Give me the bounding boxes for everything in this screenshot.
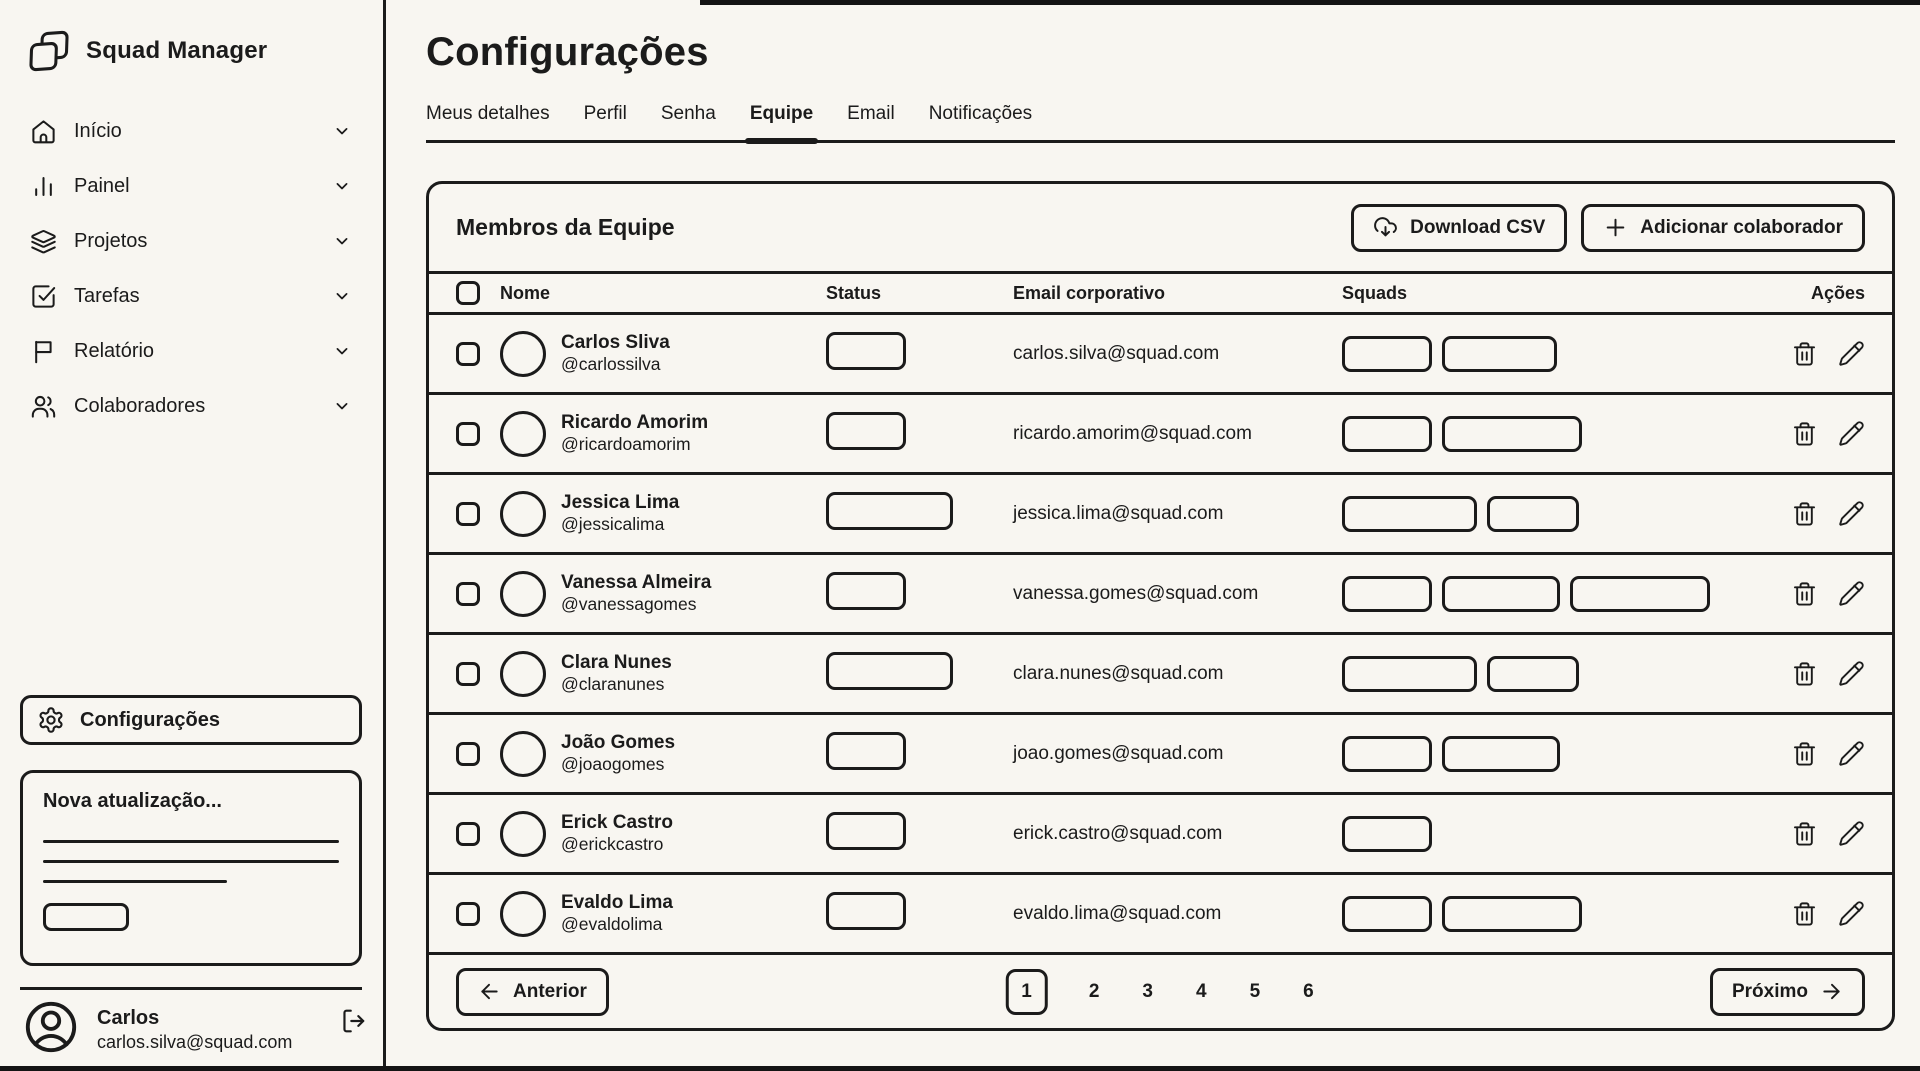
member-name: Ricardo Amorim xyxy=(561,411,709,433)
member-handle: @jessicalima xyxy=(561,514,665,535)
avatar xyxy=(500,411,546,457)
squad-tag xyxy=(1342,336,1432,372)
user-name: Carlos xyxy=(97,1007,160,1029)
users-icon xyxy=(30,393,57,420)
status-pill xyxy=(826,492,953,530)
tab[interactable] xyxy=(750,103,813,140)
tab[interactable] xyxy=(661,103,716,140)
table-row xyxy=(429,555,1892,635)
page-number[interactable]: 2 xyxy=(1088,980,1100,1002)
app-name: Squad Manager xyxy=(86,37,268,64)
logout-icon[interactable] xyxy=(341,1008,367,1056)
member-handle: @vanessagomes xyxy=(561,594,697,615)
column-header-actions: Ações xyxy=(1810,282,1865,303)
member-email: jessica.lima@squad.com xyxy=(1013,502,1224,524)
flag-icon xyxy=(30,338,57,365)
tab-label: Email xyxy=(847,103,895,124)
edit-icon[interactable] xyxy=(1838,660,1865,687)
squad-tags xyxy=(1342,656,1755,692)
logo-icon xyxy=(26,28,72,74)
squad-tags xyxy=(1342,576,1755,612)
edit-icon[interactable] xyxy=(1838,500,1865,527)
sidebar-nav-item[interactable] xyxy=(20,220,362,262)
table-row xyxy=(429,635,1892,715)
squad-tags xyxy=(1342,416,1755,452)
page-number[interactable]: 4 xyxy=(1196,980,1207,1002)
nav-item-label: Colaboradores xyxy=(74,394,206,417)
add-member-button[interactable]: Adicionar colaborador xyxy=(1581,204,1865,252)
arrow-right-icon xyxy=(1820,980,1843,1003)
member-name: Carlos Sliva xyxy=(561,331,670,353)
sidebar-divider xyxy=(20,987,362,990)
panel-title: Membros da Equipe xyxy=(456,214,675,240)
member-email: ricardo.amorim@squad.com xyxy=(1013,422,1252,444)
squad-tags xyxy=(1342,816,1755,852)
update-card-title: Nova atualização... xyxy=(43,790,222,812)
gear-icon xyxy=(37,706,65,734)
squad-tag xyxy=(1342,656,1477,692)
squad-tag xyxy=(1442,336,1557,372)
delete-icon[interactable] xyxy=(1791,340,1818,367)
member-handle: @joaogomes xyxy=(561,754,665,775)
avatar xyxy=(500,571,546,617)
team-members-panel xyxy=(426,181,1895,1031)
tab-label: Perfil xyxy=(583,103,627,124)
squad-tag xyxy=(1442,896,1582,932)
avatar xyxy=(500,811,546,857)
member-name: Erick Castro xyxy=(561,811,673,833)
squad-tag xyxy=(1442,736,1560,772)
member-email: evaldo.lima@squad.com xyxy=(1013,902,1222,924)
tab-label: Equipe xyxy=(749,103,814,124)
edit-icon[interactable] xyxy=(1838,820,1865,847)
squad-tag xyxy=(1342,736,1432,772)
squad-tag xyxy=(1342,576,1432,612)
column-header-status: Status xyxy=(826,282,882,303)
column-header-squads: Squads xyxy=(1342,282,1408,303)
sidebar-nav-item[interactable] xyxy=(20,110,362,152)
member-email: clara.nunes@squad.com xyxy=(1013,662,1224,684)
avatar xyxy=(500,731,546,777)
squad-tag xyxy=(1487,656,1579,692)
page-number[interactable]: 5 xyxy=(1249,980,1261,1002)
row-checkbox[interactable] xyxy=(456,422,480,446)
update-card xyxy=(20,770,362,966)
tab[interactable] xyxy=(929,103,1033,140)
select-all-checkbox[interactable] xyxy=(456,281,480,305)
squad-tag xyxy=(1442,416,1582,452)
tab-label: Senha xyxy=(660,103,716,124)
main-content xyxy=(389,0,1920,1071)
squad-tags xyxy=(1342,336,1755,372)
member-handle: @erickcastro xyxy=(561,834,664,855)
tab[interactable] xyxy=(847,103,895,140)
delete-icon[interactable] xyxy=(1791,740,1818,767)
pagination-bar xyxy=(429,955,1892,1028)
sidebar-nav-item[interactable] xyxy=(20,165,362,207)
next-page-button[interactable]: Próximo xyxy=(1710,968,1865,1016)
update-card-button[interactable] xyxy=(43,903,129,931)
member-email: vanessa.gomes@squad.com xyxy=(1013,582,1259,604)
bar-chart-icon xyxy=(30,173,57,200)
row-checkbox[interactable] xyxy=(456,662,480,686)
nav-item-label: Início xyxy=(74,119,122,142)
squad-tag xyxy=(1570,576,1710,612)
avatar xyxy=(500,491,546,537)
user-email: carlos.silva@squad.com xyxy=(97,1032,293,1052)
table-row xyxy=(429,875,1892,955)
delete-icon[interactable] xyxy=(1791,820,1818,847)
nav-item-label: Tarefas xyxy=(74,284,140,307)
avatar xyxy=(500,651,546,697)
delete-icon[interactable] xyxy=(1791,500,1818,527)
table-row xyxy=(429,715,1892,795)
column-header-email: Email corporativo xyxy=(1013,282,1166,303)
squad-tag xyxy=(1342,896,1432,932)
member-email: erick.castro@squad.com xyxy=(1013,822,1223,844)
tab-label: Notificações xyxy=(928,103,1033,124)
sidebar-nav-item[interactable] xyxy=(20,330,362,372)
arrow-left-icon xyxy=(478,980,501,1003)
column-header-name: Nome xyxy=(500,282,551,303)
check-square-icon xyxy=(30,283,57,310)
panel-header xyxy=(429,184,1892,274)
tab-bar xyxy=(426,103,1895,143)
member-name: Evaldo Lima xyxy=(561,891,673,913)
status-pill xyxy=(826,812,906,850)
sidebar-nav-item[interactable] xyxy=(20,385,362,427)
squad-tags xyxy=(1342,896,1755,932)
edit-icon[interactable] xyxy=(1838,340,1865,367)
row-checkbox[interactable] xyxy=(456,742,480,766)
tab[interactable] xyxy=(584,103,627,140)
placeholder-line xyxy=(43,880,227,883)
member-email: joao.gomes@squad.com xyxy=(1013,742,1224,764)
page-numbers xyxy=(1005,969,1315,1015)
nav-item-label: Relatório xyxy=(74,339,155,362)
nav-item-label: Painel xyxy=(74,174,130,197)
member-name: Clara Nunes xyxy=(561,651,672,673)
chevron-down-icon[interactable] xyxy=(332,396,352,416)
status-pill xyxy=(826,732,906,770)
row-checkbox[interactable] xyxy=(456,902,480,926)
edit-icon[interactable] xyxy=(1838,900,1865,927)
squad-tags xyxy=(1342,736,1755,772)
avatar xyxy=(500,891,546,937)
member-email: carlos.silva@squad.com xyxy=(1013,342,1220,364)
member-name: Vanessa Almeira xyxy=(561,571,712,593)
table-body xyxy=(429,315,1892,955)
delete-icon[interactable] xyxy=(1791,420,1818,447)
squad-tag xyxy=(1342,496,1477,532)
member-name: João Gomes xyxy=(561,731,676,753)
plus-icon xyxy=(1603,215,1628,240)
placeholder-line xyxy=(43,860,339,863)
download-csv-button[interactable]: Download CSV xyxy=(1351,204,1567,252)
table-header-row xyxy=(429,274,1892,315)
table-row xyxy=(429,395,1892,475)
tab[interactable] xyxy=(426,103,550,140)
row-checkbox[interactable] xyxy=(456,822,480,846)
member-handle: @ricardoamorim xyxy=(561,434,691,455)
member-handle: @evaldolima xyxy=(561,914,663,935)
settings-button[interactable] xyxy=(20,695,362,745)
previous-page-button[interactable]: Anterior xyxy=(456,968,609,1016)
squad-tag xyxy=(1442,576,1560,612)
user-profile xyxy=(22,998,367,1056)
table-row xyxy=(429,315,1892,395)
home-icon xyxy=(30,118,57,145)
status-pill xyxy=(826,332,906,370)
chevron-down-icon[interactable] xyxy=(332,176,352,196)
nav-item-label: Projetos xyxy=(74,229,148,252)
page-number[interactable]: 1 xyxy=(1005,969,1048,1015)
scan-torn-edge-bottom xyxy=(0,1066,1920,1071)
member-handle: @claranunes xyxy=(561,674,665,695)
page-number[interactable]: 6 xyxy=(1303,980,1314,1002)
squad-tag xyxy=(1342,816,1432,852)
app-logo xyxy=(20,28,362,74)
member-name: Jessica Lima xyxy=(561,491,680,513)
status-pill xyxy=(826,412,906,450)
sidebar-nav xyxy=(20,110,362,427)
settings-button-label: Configurações xyxy=(80,708,221,731)
status-pill xyxy=(826,892,906,930)
edit-icon[interactable] xyxy=(1838,580,1865,607)
row-checkbox[interactable] xyxy=(456,342,480,366)
edit-icon[interactable] xyxy=(1838,740,1865,767)
avatar xyxy=(500,331,546,377)
chevron-down-icon[interactable] xyxy=(332,231,352,251)
squad-tags xyxy=(1342,496,1755,532)
page-number[interactable]: 3 xyxy=(1142,980,1153,1002)
chevron-down-icon[interactable] xyxy=(332,341,352,361)
squad-tag xyxy=(1487,496,1579,532)
status-pill xyxy=(826,652,953,690)
member-handle: @carlossilva xyxy=(561,354,661,375)
placeholder-line xyxy=(43,840,339,843)
chevron-down-icon[interactable] xyxy=(332,286,352,306)
chevron-down-icon[interactable] xyxy=(332,121,352,141)
delete-icon[interactable] xyxy=(1791,900,1818,927)
delete-icon[interactable] xyxy=(1791,660,1818,687)
table-row xyxy=(429,475,1892,555)
delete-icon[interactable] xyxy=(1791,580,1818,607)
edit-icon[interactable] xyxy=(1838,420,1865,447)
row-checkbox[interactable] xyxy=(456,502,480,526)
table-row xyxy=(429,795,1892,875)
sidebar xyxy=(0,0,386,1071)
sidebar-nav-item[interactable] xyxy=(20,275,362,317)
user-avatar-icon xyxy=(22,998,80,1056)
cloud-download-icon xyxy=(1373,215,1398,240)
status-pill xyxy=(826,572,906,610)
tab-label: Meus detalhes xyxy=(426,103,550,124)
row-checkbox[interactable] xyxy=(456,582,480,606)
layers-icon xyxy=(30,228,57,255)
page-title: Configurações xyxy=(426,30,709,74)
squad-tag xyxy=(1342,416,1432,452)
